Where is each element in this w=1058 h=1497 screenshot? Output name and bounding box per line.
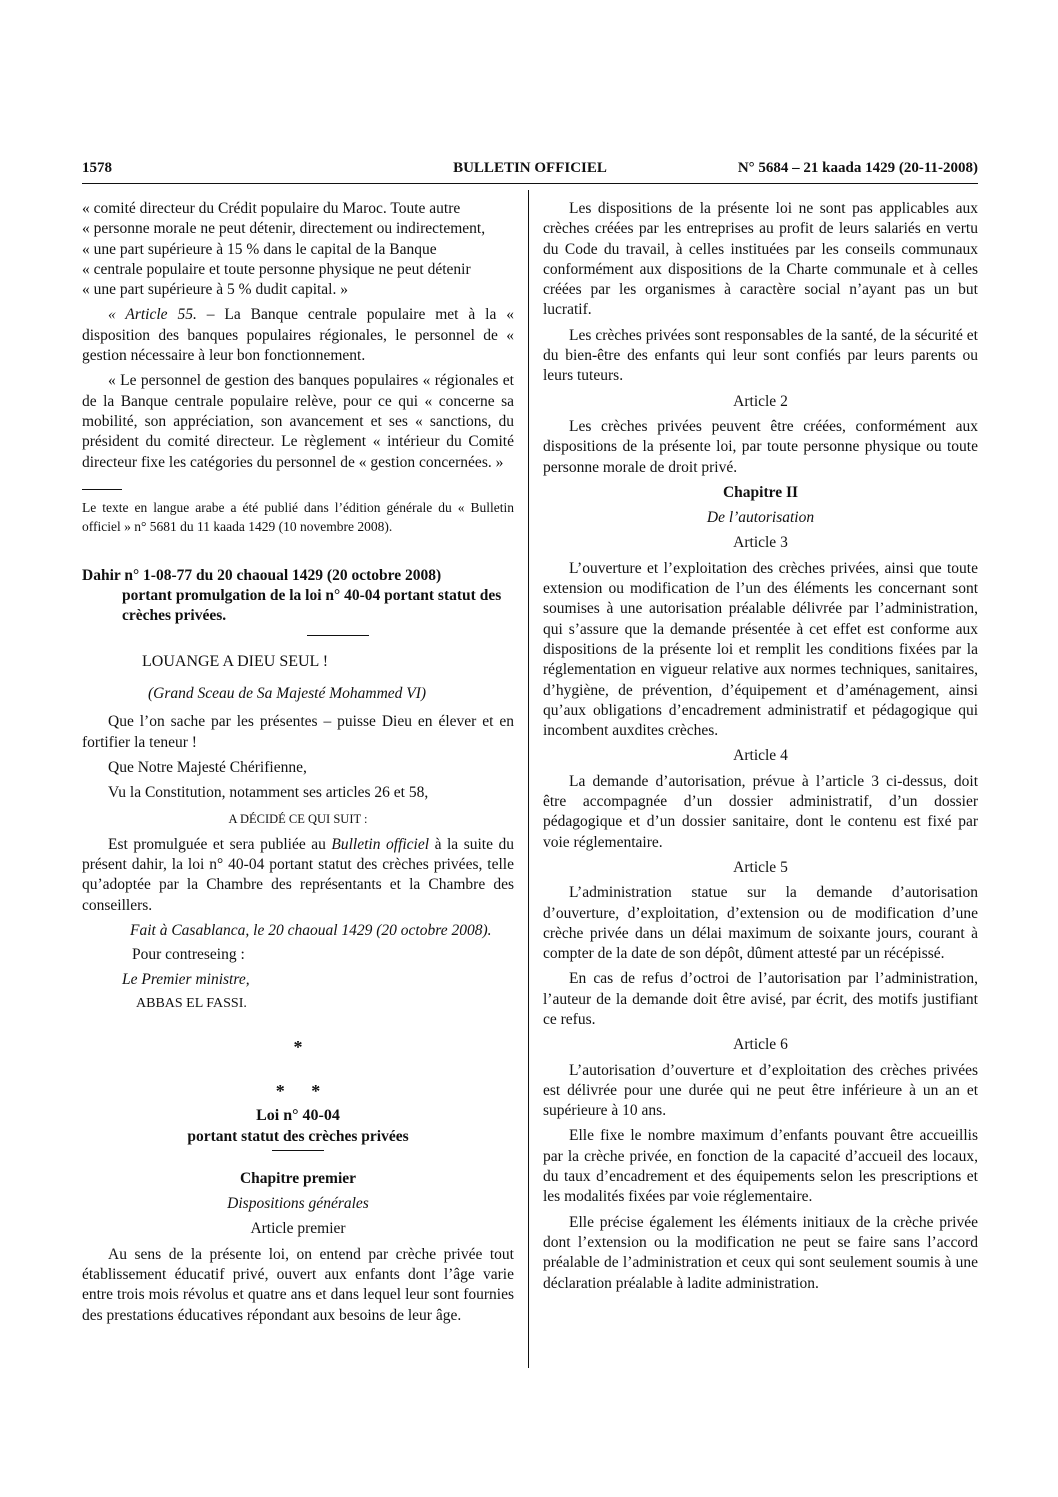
signataire: ABBAS EL FASSI. [136,995,247,1011]
premier-ministre: Le Premier ministre, [122,970,250,988]
page-number: 1578 [82,160,112,176]
article5-text: En cas de refus d’octroi de l’autorisation par l’administration, l’auteur de la demande doit être avisé, par écrit, des motifs justifiant ce refus. [543,970,978,1028]
separator-stars: * * [275,1081,321,1102]
contreseing: Pour contreseing : [132,946,245,964]
dahir-title-line1: Dahir n° 1-08-77 du 20 chaoual 1429 (20 octobre 2008) [82,566,442,584]
chapitre-premier: Chapitre premier [239,1169,357,1187]
promulgation-text-end: à la suite du présent dahir, la loi n° 40-04 portant statut des crèches privées, telle qu’adoptée par la Chambre des représentants et la Chambre des conseillers. [82,835,515,914]
article6-text: L’autorisation d’ouverture et d’exploitation des crèches privées est délivrée pour une durée qui ne peut être inférieure à un an et supérieure à 10 ans. [543,1061,978,1120]
dahir-title-line2: portant promulgation de la loi n° 40-04 portant statut des crèches privées. [122,587,502,625]
dispositions-generales: Dispositions générales [227,1195,369,1213]
louange: LOUANGE A DIEU SEUL ! [142,652,329,670]
article55-label: « Article 55. – [108,306,215,324]
que-lon-sache: Que l’on sache par les présentes – puisse Dieu en élever et en fortifier la teneur ! [82,713,514,751]
quote-line: « personne morale ne peut détenir, directement ou indirectement, [82,220,486,238]
article5-heading: Article 5 [733,858,788,876]
article2-text: Les crèches privées peuvent être créées, conformément aux dispositions de la présente loi, par toute personne physique ou toute personne morale de droit privé. [543,417,978,476]
publication-title: BULLETIN OFFICIEL [453,160,607,176]
page-header [82,160,978,180]
article6-text: Elle précise également les éléments initiaux de la crèche privée dont l’extension ou la modification ne peut se faire sans l’accord préalable de l’administration et ceux qui sont seulement soumis à une déclaration préalable à ladite administration. [543,1213,978,1292]
bulletin-officiel-ref: Bulletin officiel [331,835,430,853]
header-rule [82,183,978,184]
quote-line: « centrale populaire et toute personne physique ne peut détenir [82,260,471,278]
column-divider [528,190,529,1368]
loi-rule [272,1150,324,1151]
dahir-title [82,566,514,627]
article-premier-heading: Article premier [250,1220,346,1238]
article6-heading: Article 6 [733,1036,788,1054]
article2-heading: Article 2 [733,392,788,410]
right-column [543,199,978,1299]
autorisation-heading: De l’autorisation [706,509,815,527]
separator-star: * [293,1037,303,1058]
chapitre2-heading: Chapitre II [722,483,799,501]
article4-heading: Article 4 [733,747,788,765]
responsables-paragraph: Les crèches privées sont responsables de la santé, de la sécurité et du bien-être des enfants qui leur sont confiés par leurs parents ou leurs tuteurs. [543,326,978,385]
article55-text: La Banque centrale populaire met à la « disposition des banques populaires régionales, le personnel de « gestion nécessaire à leur bon fonctionnement. [82,306,514,365]
article55-paragraph [82,305,514,366]
fait-a-casablanca: Fait à Casablanca, le 20 chaoual 1429 (20 octobre 2008). [130,922,492,940]
footnote-rule [82,489,122,490]
article5-text: L’administration statue sur la demande d’autorisation d’ouverture, d’exploitation, d’extension ou de modification d’une crèche privée dans un délai maximum de soixante jours, courant à compter de la date de son dépôt, dûment attesté par un récépissé. [543,884,978,963]
grand-sceau: (Grand Sceau de Sa Majesté Mohammed VI) [148,685,427,703]
footnote: Le texte en langue arabe a été publié dans l’édition générale du « Bulletin officiel » n° 5681 du 11 kaada 1429 (10 novembre 2008). [82,499,514,534]
constitution: Vu la Constitution, notamment ses articles 26 et 58, [108,784,429,802]
promulgation-text: Est promulguée et sera publiée au [108,835,332,853]
decide-heading: A DÉCIDÉ CE QUI SUIT : [228,811,368,826]
article3-heading: Article 3 [733,534,788,552]
issue-info: N° 5684 – 21 kaada 1429 (20-11-2008) [737,160,978,176]
dispositions-paragraph: Les dispositions de la présente loi ne sont pas applicables aux crèches créées par les entreprises au profit de leurs salariés en vertu du Code du travail, à celles instituées par les conseils communaux conformément aux dispositions de la Charte communale et à celles créées par les organismes à caractère social n’ayant pas un but lucratif. [543,200,978,319]
promulgation-paragraph [82,835,514,916]
dahir-rule [307,635,369,636]
majeste: Que Notre Majesté Chérifienne, [108,758,307,776]
personnel-paragraph: « Le personnel de gestion des banques populaires « régionales et de la Banque centrale populaire relève, pour ce qui « concerne sa mobilité, son appréciation, son avancement et ses « sanctions, du président du comité directeur. Le règlement « intérieur du Comité directeur fixe les catégories du personnel de « gestion concernées. » [82,372,514,471]
article3-text: L’ouverture et l’exploitation des crèches privées, ainsi que toute extension ou modification de l’un des éléments les concernant sont soumises à une autorisation préalable délivrée par l’administration, qui s’assure que la demande présentée à cet effet est conforme aux dispositions de la présente loi et remplit les conditions fixées par la réglementation en vigueur relative aux normes techniques, sanitaires, d’hygiène, de prévention, d’équipement et d’aménagement, ainsi qu’aux obligations d’encadrement administratif et pédagogique qui incombent auxdites crèches. [543,559,978,740]
quote-line: « une part supérieure à 15 % dans le capital de la Banque [82,240,437,258]
article54-quote [82,199,514,219]
quote-line: « une part supérieure à 5 % dudit capital. » [82,281,348,299]
quote-line: « comité directeur du Crédit populaire du Maroc. Toute autre [82,200,461,217]
loi-title: Loi n° 40-04 [256,1107,340,1125]
loi-subtitle: portant statut des crèches privées [187,1127,409,1145]
article6-text: Elle fixe le nombre maximum d’enfants pouvant être accueillis par la crèche privée, en fonction de la capacité d’accueil des locaux, du taux d’encadrement et des équipements selon les prescriptions et les modalités fixées par voie réglementaire. [543,1127,978,1206]
article-premier-text: Au sens de la présente loi, on entend par crèche privée tout établissement éducatif privé, ouvert aux enfants dont l’âge varie entre trois mois révolus et quatre ans et dans lequel leur sont fournies des prestations éducatives répondant aux besoins de leur âge. [82,1245,514,1324]
article4-text: La demande d’autorisation, prévue à l’article 3 ci-dessus, doit être accompagnée d’un dossier administratif, d’un dossier pédagogique et d’un dossier sanitaire, dont le contenu est fixé par voie réglementaire. [543,772,978,851]
left-column [82,199,514,1331]
